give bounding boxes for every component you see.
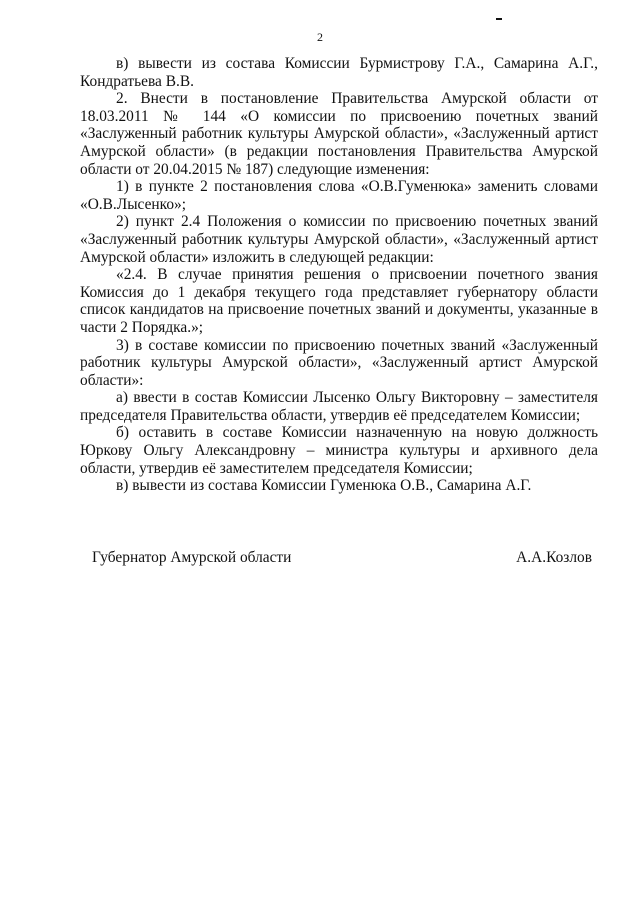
signatory-position: Губернатор Амурской области bbox=[92, 549, 292, 566]
paragraph-8: б) оставить в составе Комиссии назначенную на новую должность Юркову Ольгу Александровну – министра культуры и архивного дела области, утвердив её заместителем председателя Комиссии; bbox=[80, 424, 598, 477]
paragraph-9: в) вывести из состава Комиссии Гуменюка О.В., Самарина А.Г. bbox=[116, 477, 532, 495]
scan-mark bbox=[496, 18, 502, 20]
paragraph-2: 2. Внести в постановление Правительства Амурской области от 18.03.2011 № 144 «О комиссии по присвоению почетных званий «Заслуженный работник культуры Амурской области», «Заслуженный артист Амурской области» (в редакции постановления Правительства Амурской области от 20.04.2015 № 187) следующие изменения: bbox=[80, 90, 598, 178]
signatory-name: А.А.Козлов bbox=[516, 549, 592, 566]
page-number: 2 bbox=[317, 30, 323, 44]
paragraph-6: 3) в составе комиссии по присвоению почетных званий «Заслуженный работник культуры Амурской области», «Заслуженный артист Амурской области»: bbox=[80, 336, 598, 389]
signature-block bbox=[92, 549, 592, 567]
paragraph-5: «2.4. В случае принятия решения о присвоении почетного звания Комиссия до 1 декабря текущего года представляет губернатору области список кандидатов на присвоение почетных званий и документы, указанные в части 2 Порядка.»; bbox=[80, 266, 598, 336]
paragraph-1: в) вывести из состава Комиссии Бурмистрову Г.А., Самарина А.Г., Кондратьева В.В. bbox=[80, 55, 598, 90]
paragraph-7: а) ввести в состав Комиссии Лысенко Ольгу Викторовну – заместителя председателя Правительства области, утвердив её председателем Комиссии; bbox=[80, 389, 598, 424]
paragraph-4: 2) пункт 2.4 Положения о комиссии по присвоению почетных званий «Заслуженный работник культуры Амурской области», «Заслуженный артист Амурской области» изложить в следующей редакции: bbox=[80, 213, 598, 266]
document-body bbox=[80, 55, 598, 495]
paragraph-3: 1) в пункте 2 постановления слова «О.В.Гуменюка» заменить словами «О.В.Лысенко»; bbox=[80, 178, 598, 213]
